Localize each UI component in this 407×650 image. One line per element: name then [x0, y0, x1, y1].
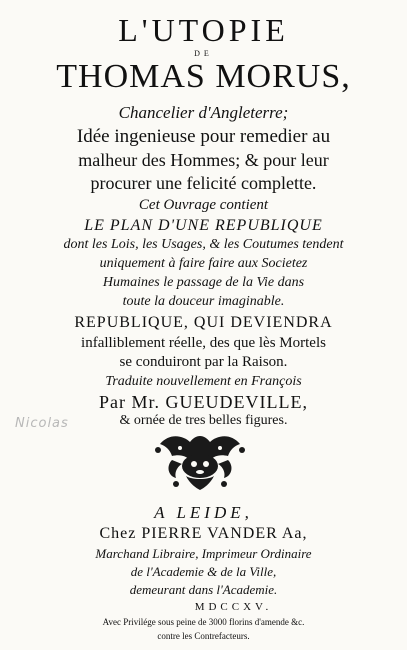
privilege-line-2: contre les Contrefacteurs.	[157, 631, 250, 641]
title-line-14: REPUBLIQUE, QUI DEVIENDRA	[74, 314, 333, 331]
title-line-11: uniquement à faire faire aux Societez	[99, 256, 308, 271]
handwritten-note: Nicolas	[15, 416, 69, 431]
title-line-7: procurer une felicité complette.	[90, 173, 317, 193]
title-line-13: toute la douceur imaginable.	[122, 294, 285, 309]
title-line-19: & ornée de tres belles figures.	[119, 413, 288, 428]
printers-ornament	[150, 430, 250, 492]
imprint-trade-2: de l'Academie & de la Ville,	[130, 564, 277, 579]
title-line-10: dont les Lois, les Usages, & les Coutumes tendent	[63, 237, 344, 252]
title-line-9: LE PLAN D'UNE REPUBLIQUE	[84, 217, 323, 234]
title-line-15: infalliblement réelle, des que lès Mortels	[81, 335, 326, 351]
title-line-8: Cet Ouvrage contient	[138, 197, 269, 213]
title-line-4: Chancelier d'Angleterre;	[118, 103, 289, 122]
title-line-16: se conduiront par la Raison.	[119, 354, 288, 370]
title-line-18: Par Mr. GUEUDEVILLE,	[99, 392, 308, 412]
title-line-17: Traduite nouvellement en François	[105, 374, 302, 389]
title-line-6: malheur des Hommes; & pour leur	[78, 150, 329, 170]
imprint-trade-1: Marchand Libraire, Imprimeur Ordinaire	[95, 546, 312, 561]
imprint-publisher: Chez PIERRE VANDER Aa,	[99, 525, 308, 542]
title-line-5: Idée ingenieuse pour remedier au	[76, 126, 331, 147]
title-line-2: DE	[194, 49, 213, 58]
title-line-3: THOMAS MORUS,	[56, 58, 351, 95]
imprint-address: demeurant dans l'Academie.	[129, 582, 278, 597]
imprint-place: A LEIDE,	[154, 503, 253, 522]
title-line-1: L'UTOPIE	[118, 12, 289, 48]
privilege-line-1: Avec Privilége sous peine de 3000 florins d'amende &c.	[102, 617, 305, 627]
imprint-year: MDCCXV.	[194, 601, 273, 613]
title-line-12: Humaines le passage de la Vie dans	[102, 275, 305, 290]
